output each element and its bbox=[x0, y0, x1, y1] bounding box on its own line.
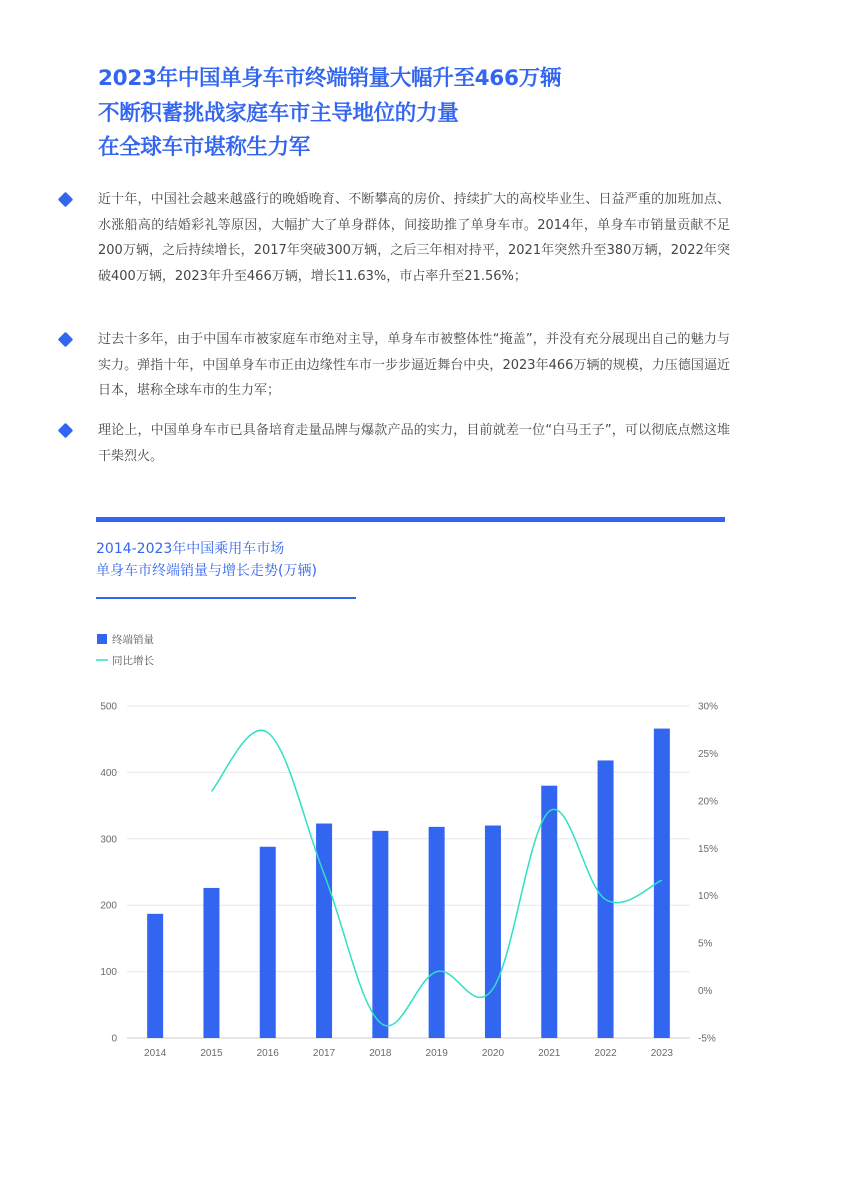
x-tick-label: 2017 bbox=[312, 1048, 336, 1059]
legend-bar-swatch bbox=[97, 634, 107, 644]
bar-2016 bbox=[260, 847, 276, 1038]
chart-top-bar bbox=[96, 517, 725, 522]
bullet-text: 理论上，中国单身车市已具备培育走量品牌与爆款产品的实力，目前就差一位“白马王子”，可以彻底点燃这堆干柴烈火。 bbox=[98, 423, 730, 464]
heading-line-3: 在全球车市堪称生力军 bbox=[98, 135, 311, 160]
heading-line-2: 不断积蓄挑战家庭车市主导地位的力量 bbox=[98, 100, 459, 126]
sales-growth-chart bbox=[0, 620, 841, 1070]
y-right-tick-label: 20% bbox=[698, 796, 719, 808]
chart-title-line-2: 单身车市终端销量与增长走势(万辆) bbox=[96, 563, 317, 579]
x-tick-label: 2022 bbox=[594, 1048, 617, 1059]
x-tick-label: 2015 bbox=[200, 1048, 223, 1059]
bar-2014 bbox=[147, 914, 163, 1038]
bar-2018 bbox=[372, 831, 388, 1038]
y-right-tick-label: 30% bbox=[698, 701, 719, 713]
y-right-tick-label: -5% bbox=[698, 1033, 716, 1045]
y-right-tick-label: 15% bbox=[698, 843, 719, 855]
page-heading bbox=[98, 62, 758, 166]
y-right-tick-label: 0% bbox=[698, 986, 713, 998]
y-left-tick-label: 300 bbox=[100, 834, 117, 846]
chart-title-line-1: 2014-2023年中国乘用车市场 bbox=[96, 541, 285, 557]
bar-2017 bbox=[316, 824, 332, 1038]
bar-2015 bbox=[203, 888, 219, 1038]
y-right-tick-label: 25% bbox=[698, 748, 719, 760]
y-right-tick-label: 5% bbox=[698, 938, 713, 950]
chart-title-underline bbox=[96, 597, 356, 599]
x-tick-label: 2020 bbox=[481, 1048, 505, 1059]
x-tick-label: 2016 bbox=[256, 1048, 279, 1059]
y-left-tick-label: 500 bbox=[100, 701, 117, 713]
x-tick-label: 2021 bbox=[538, 1048, 561, 1059]
y-right-tick-label: 10% bbox=[698, 891, 719, 903]
diamond-icon bbox=[58, 332, 74, 348]
x-tick-label: 2018 bbox=[369, 1048, 392, 1059]
bar-2021 bbox=[541, 786, 557, 1038]
y-left-tick-label: 100 bbox=[100, 967, 117, 979]
chart-title bbox=[96, 538, 317, 582]
legend-label-sales: 终端销量 bbox=[112, 634, 154, 646]
x-tick-label: 2014 bbox=[144, 1048, 167, 1059]
heading-line-1: 2023年中国单身车市终端销量大幅升至466万辆 bbox=[98, 66, 562, 91]
diamond-icon bbox=[58, 192, 74, 208]
bar-2020 bbox=[485, 826, 501, 1038]
x-tick-label: 2023 bbox=[650, 1048, 673, 1059]
bullet-text: 过去十多年，由于中国车市被家庭车市绝对主导，单身车市被整体性“掩盖”，并没有充分展现出自己的魅力与实力。弹指十年，中国单身车市正由边缘性车市一步步逼近舞台中央，2023年466万辆的规模，力压德国逼近日本，堪称全球车市的生力军； bbox=[98, 332, 730, 398]
bullet-text: 近十年，中国社会越来越盛行的晚婚晚育、不断攀高的房价、持续扩大的高校毕业生、日益严重的加班加点、水涨船高的结婚彩礼等原因，大幅扩大了单身群体，间接助推了单身车市。2014年，单身车市销量贡献不足200万辆，之后持续增长，2017年突破300万辆，之后三年相对持平，2021年突然升至380万辆，2022年突破400万辆，2023年升至466万辆，增长11.63%，市占率升至21.56%； bbox=[98, 192, 730, 284]
y-left-tick-label: 400 bbox=[100, 767, 117, 779]
diamond-icon bbox=[58, 423, 74, 439]
bar-2019 bbox=[429, 827, 445, 1038]
y-left-tick-label: 200 bbox=[100, 900, 117, 912]
legend-label-growth: 同比增长 bbox=[112, 655, 154, 667]
y-left-tick-label: 0 bbox=[111, 1033, 117, 1045]
x-tick-label: 2019 bbox=[425, 1048, 448, 1059]
